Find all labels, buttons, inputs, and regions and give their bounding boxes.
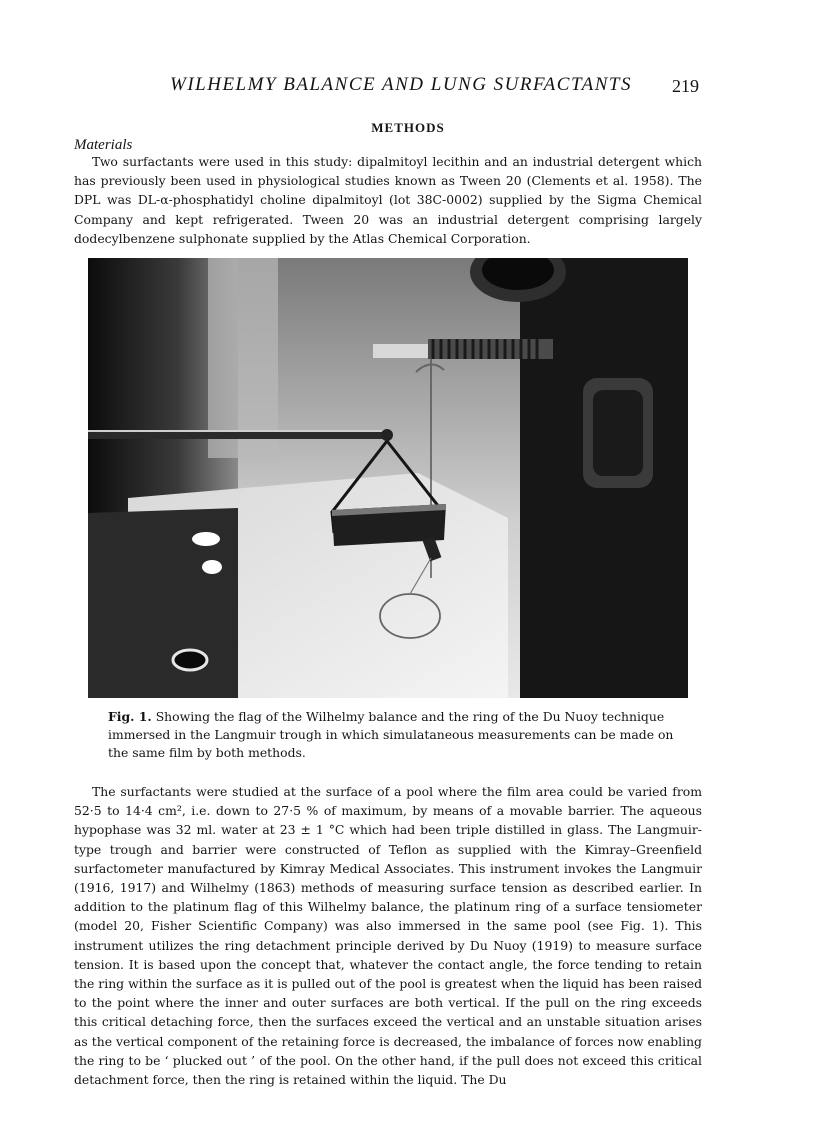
- figure-photograph: [88, 258, 688, 698]
- section-heading: METHODS: [371, 120, 445, 135]
- figure-label: Fig. 1.: [108, 709, 152, 724]
- running-head: WILHELMY BALANCE AND LUNG SURFACTANTS: [170, 74, 632, 95]
- paragraph-materials: Two surfactants were used in this study: dipalmitoyl lecithin and an industrial detergent which has previously been used in physiological studies known as Tween 20 (Clements et al. 1958). The DPL was DL-α-phosphatidyl choline dipalmitoyl (lot 38C-0002) supplied by the Sigma Chemical Company and kept refrigerated. Tween 20 was an industrial detergent comprising largely dodecylbenzene sulphonate supplied by the Atlas Chemical Corporation.: [74, 154, 702, 246]
- figure-caption-text: Showing the flag of the Wilhelmy balance and the ring of the Du Nuoy technique immersed in the Langmuir trough in which simulataneous measurements can be made on the same film by both methods.: [108, 709, 674, 760]
- paragraph-method: The surfactants were studied at the surface of a pool where the film area could be varied from 52·5 to 14·4 cm², i.e. down to 27·5 % of maximum, by means of a movable barrier. The aqueous hypophase was 32 ml. water at 23 ± 1 °C which had been triple distilled in glass. The Langmuir-type trough and barrier were constructed of Teflon as supplied with the Kimray–Greenfield surfactometer manufactured by Kimray Medical Associates. This instrument invokes the Langmuir (1916, 1917) and Wilhelmy (1863) methods of measuring surface tension as described earlier. In addition to the platinum flag of this Wilhelmy balance, the platinum ring of a surface tensiometer (model 20, Fisher Scientific Company) was also immersed in the same pool (see Fig. 1). This instrument utilizes the ring detachment principle derived by Du Nuoy (1919) to measure surface tension. It is based upon the concept that, whatever the contact angle, the force tending to retain the ring within the surface as it is pulled out of the pool is greatest when the liquid has been raised to the point where the inner and outer surfaces are both vertical. If the pull on the ring exceeds this critical detaching force, then the surfaces exceed the vertical and an unstable situation arises as the vertical component of the retaining force is decreased, the imbalance of forces now enabling the ring to be ‘ plucked out ’ of the pool. On the other hand, if the pull does not exceed this critical detachment force, then the ring is retained within the liquid. The Du: [74, 784, 702, 1088]
- figure-caption: [108, 708, 678, 762]
- subheading-materials: Materials: [74, 137, 133, 153]
- page-number: 219: [672, 76, 699, 96]
